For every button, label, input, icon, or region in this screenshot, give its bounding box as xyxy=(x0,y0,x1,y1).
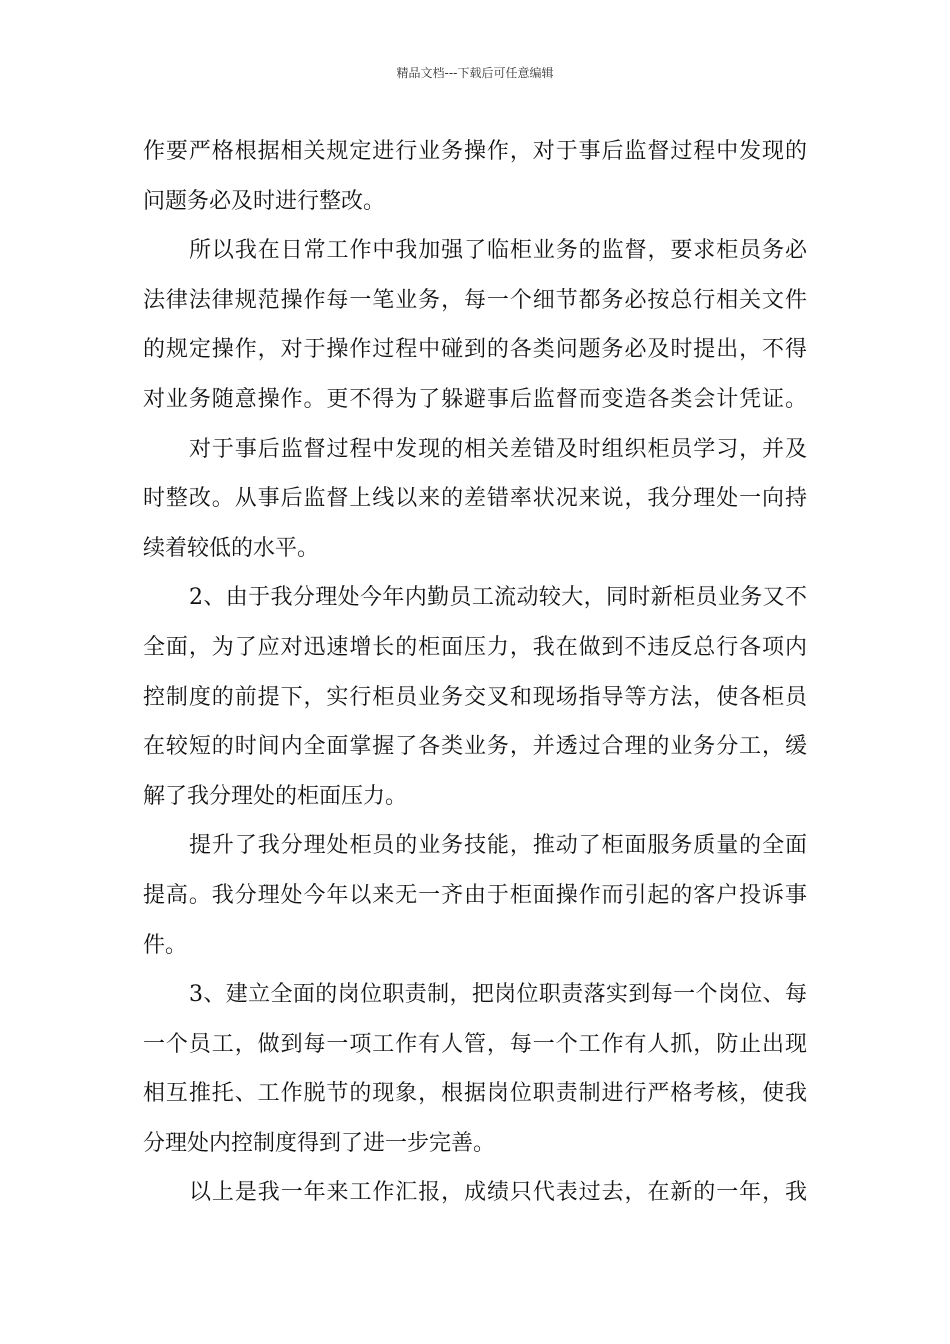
text-line: 对于事后监督过程中发现的相关差错及时组织柜员学习，并及 xyxy=(189,436,807,462)
text-line: 一个员工，做到每一项工作有人管，每一个工作有人抓，防止出现 xyxy=(143,1031,807,1057)
text-line: 2、由于我分理处今年内勤员工流动较大，同时新柜员业务又不 xyxy=(189,585,807,611)
text-line: 件。 xyxy=(143,932,188,958)
text-line: 提升了我分理处柜员的业务技能，推动了柜面服务质量的全面 xyxy=(189,833,807,859)
text-line: 对业务随意操作。更不得为了躲避事后监督而变造各类会计凭证。 xyxy=(143,386,807,412)
text-line: 分理处内控制度得到了进一步完善。 xyxy=(143,1130,496,1156)
text-line: 3、建立全面的岗位职责制，把岗位职责落实到每一个岗位、每 xyxy=(189,982,807,1008)
text-line: 法律法律规范操作每一笔业务，每一个细节都务必按总行相关文件 xyxy=(143,287,807,313)
text-line: 提高。我分理处今年以来无一齐由于柜面操作而引起的客户投诉事 xyxy=(143,882,807,908)
text-line: 在较短的时间内全面掌握了各类业务，并透过合理的业务分工，缓 xyxy=(143,734,807,760)
text-line: 作要严格根据相关规定进行业务操作，对于事后监督过程中发现的 xyxy=(143,139,807,164)
text-line: 全面，为了应对迅速增长的柜面压力，我在做到不违反总行各项内 xyxy=(143,634,807,660)
text-line: 相互推托、工作脱节的现象，根据岗位职责制进行严格考核，使我 xyxy=(143,1081,807,1107)
text-line: 所以我在日常工作中我加强了临柜业务的监督，要求柜员务必 xyxy=(189,238,807,264)
body-text xyxy=(143,127,807,1218)
text-line: 时整改。从事后监督上线以来的差错率状况来说，我分理处一向持 xyxy=(143,486,807,512)
page-header: 精品文档---下载后可任意编辑 xyxy=(396,66,554,80)
text-line: 解了我分理处的柜面压力。 xyxy=(143,783,408,809)
text-line: 的规定操作，对于操作过程中碰到的各类问题务必及时提出，不得 xyxy=(143,337,807,363)
text-line: 续着较低的水平。 xyxy=(143,535,320,561)
text-line: 问题务必及时进行整改。 xyxy=(143,188,386,214)
text-line: 控制度的前提下，实行柜员业务交叉和现场指导等方法，使各柜员 xyxy=(143,684,807,710)
text-line: 以上是我一年来工作汇报，成绩只代表过去，在新的一年，我 xyxy=(189,1180,807,1206)
